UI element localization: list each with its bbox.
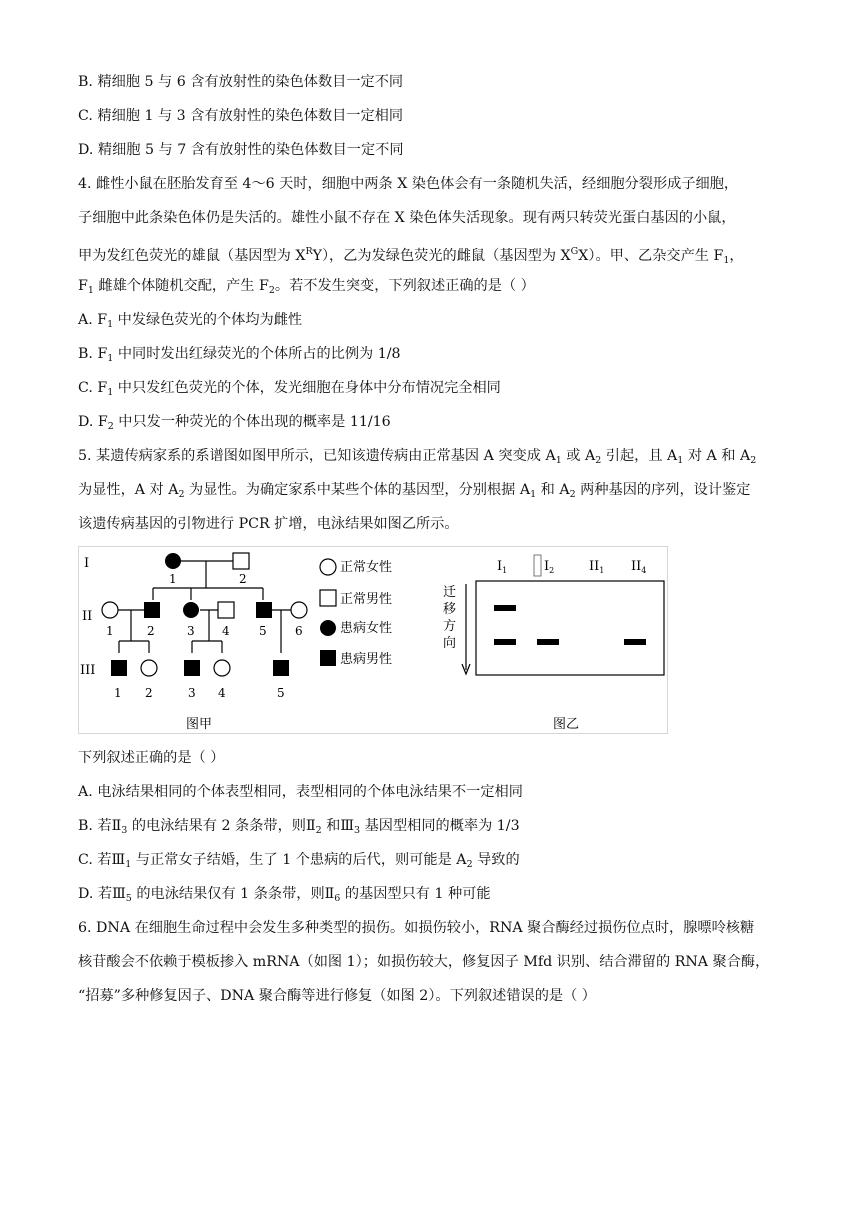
migration-label-2: 移	[443, 602, 457, 617]
pedigree-III5-affected-male	[273, 660, 289, 676]
pedigree-II6-normal-female	[291, 602, 307, 618]
pedigree-num-II6: 6	[295, 624, 303, 638]
migration-label-3: 方	[443, 619, 457, 634]
caption-left: 图甲	[186, 717, 213, 732]
pedigree-II4-normal-male	[218, 602, 234, 618]
pedigree-num-III2: 2	[145, 686, 153, 700]
pedigree-III3-affected-male	[184, 660, 200, 676]
q3-option-c: C. 精细胞 1 与 3 含有放射性的染色体数目一定相同	[78, 108, 404, 124]
q5-stem-line-1: 5. 某遗传病家系的系谱图如图甲所示，已知该遗传病由正常基因 A 突变成 $A_1$ 或 $A_2$ 引起，且 $A_1$ 对 A 和 $A_2$	[78, 448, 757, 466]
gen-label-1: I	[84, 556, 90, 571]
q3-option-b: B. 精细胞 5 与 6 含有放射性的染色体数目一定不同	[78, 74, 404, 90]
pedigree-III4-normal-female	[214, 660, 230, 676]
pedigree-num-II3: 3	[187, 624, 195, 638]
gel-lane-label-II1: $II_1$	[589, 559, 605, 575]
legend-normal-female-label: 正常女性	[340, 560, 393, 575]
q5-option-a: A. 电泳结果相同的个体表型相同，表型相同的个体电泳结果不一定相同	[78, 784, 523, 800]
pedigree-num-III5: 5	[277, 686, 285, 700]
q5-option-b: B. 若$Ⅱ_3$ 的电泳结果有 2 条条带，则$Ⅱ_2$ 和$Ⅲ_3$ 基因型相同的概率为 1/3	[78, 818, 520, 836]
pedigree-num-III3: 3	[188, 686, 196, 700]
q5-option-c: C. 若$Ⅲ_1$ 与正常女子结婚，生了 1 个患病的后代，则可能是 $A_2$ 导致的	[78, 852, 520, 870]
legend-normal-male-label: 正常男性	[340, 592, 393, 607]
q5-question-line: 下列叙述正确的是（ ）	[78, 750, 225, 766]
gel-band-II4-lower	[624, 639, 646, 645]
q4-stem-line-4: $F_1$ 雌雄个体随机交配，产生 $F_2$。若不发生突变，下列叙述正确的是（ ）	[78, 278, 535, 296]
gel-band-I1-lower	[494, 639, 516, 645]
q5-figure	[78, 546, 668, 734]
pedigree-num-II1: 1	[106, 624, 114, 638]
pedigree-num-II5: 5	[259, 624, 267, 638]
q4-stem-line-1: 4. 雌性小鼠在胚胎发育至 4～6 天时，细胞中两条 X 染色体会有一条随机失活，经细胞分裂形成子细胞，	[78, 176, 739, 192]
gen-label-3: III	[80, 663, 96, 678]
migration-label-4: 向	[443, 636, 457, 651]
q4-option-b: B. $F_1$ 中同时发出红绿荧光的个体所占的比例为 1/8	[78, 346, 401, 364]
pedigree-num-II2: 2	[147, 624, 155, 638]
q5-option-d: D. 若$Ⅲ_5$ 的电泳结果仅有 1 条条带，则$Ⅱ_6$ 的基因型只有 1 种可能	[78, 886, 491, 904]
legend-affected-male-label: 患病男性	[340, 652, 393, 667]
pedigree-num-I2: 2	[239, 572, 247, 586]
legend-affected-male-symbol	[320, 650, 336, 666]
pedigree-III2-normal-female	[141, 660, 157, 676]
q5-stem-line-3: 该遗传病基因的引物进行 PCR 扩增，电泳结果如图乙所示。	[78, 516, 459, 532]
legend-normal-female-symbol	[320, 559, 336, 575]
q3-option-d: D. 精细胞 5 与 7 含有放射性的染色体数目一定不同	[78, 142, 404, 158]
q6-stem-line-2: 核苷酸会不依赖于模板掺入 mRNA（如图 1）；如损伤较大，修复因子 Mfd 识别、结合滞留的 RNA 聚合酶，	[78, 954, 770, 970]
q4-stem-line-2: 子细胞中此条染色体仍是失活的。雄性小鼠不存在 X 染色体失活现象。现有两只转荧光蛋白基因的小鼠，	[78, 210, 736, 226]
gel-lane-marker	[534, 555, 541, 576]
q6-stem-line-1: 6. DNA 在细胞生命过程中会发生多种类型的损伤。如损伤较小，RNA 聚合酶经过损伤位点时，腺嘌呤核糖	[78, 920, 755, 936]
q4-stem-line-3: 甲为发红色荧光的雄鼠（基因型为 $X^RY$），乙为发绿色荧光的雌鼠（基因型为 $X^GX$）。甲、乙杂交产生 $F_1$，	[78, 246, 744, 266]
pedigree-II1-normal-female	[102, 602, 118, 618]
pedigree-II5-affected-male	[256, 602, 272, 618]
pedigree-II2-affected-male	[144, 602, 160, 618]
pedigree-num-II4: 4	[222, 624, 230, 638]
q4-option-c: C. $F_1$ 中只发红色荧光的个体，发光细胞在身体中分布情况完全相同	[78, 380, 501, 398]
gel-lane-label-I2: $I_2$	[544, 559, 555, 575]
q4-option-a: A. $F_1$ 中发绿色荧光的个体均为雌性	[78, 312, 303, 330]
gel-lane-label-I1: $I_1$	[497, 559, 508, 575]
q4-option-d: D. $F_2$ 中只发一种荧光的个体出现的概率是 11/16	[78, 414, 391, 432]
legend-normal-male-symbol	[320, 590, 336, 606]
pedigree-I2-normal-male	[233, 553, 249, 569]
gel-box	[476, 581, 664, 675]
migration-label-1: 迁	[443, 585, 457, 600]
pedigree-II3-affected-female	[183, 602, 199, 618]
gel-band-I1-upper	[494, 605, 516, 611]
gel-band-I2-lower	[537, 639, 559, 645]
legend-affected-female-label: 患病女性	[340, 621, 393, 636]
legend-affected-female-symbol	[320, 620, 336, 636]
pedigree-num-III1: 1	[114, 686, 122, 700]
caption-right: 图乙	[553, 717, 580, 732]
q6-stem-line-3: “招募”多种修复因子、DNA 聚合酶等进行修复（如图 2）。下列叙述错误的是（ ）	[78, 988, 596, 1004]
gel-lane-label-II4: $II_4$	[631, 559, 647, 575]
gen-label-2: II	[82, 609, 93, 624]
pedigree-III1-affected-male	[111, 660, 127, 676]
q5-stem-line-2: 为显性，A 对 $A_2$ 为显性。为确定家系中某些个体的基因型，分别根据 $A_1$ 和 $A_2$ 两种基因的序列，设计鉴定	[78, 482, 751, 500]
pedigree-num-III4: 4	[218, 686, 226, 700]
pedigree-num-I1: 1	[169, 572, 177, 586]
pedigree-I1-affected-female	[165, 553, 181, 569]
